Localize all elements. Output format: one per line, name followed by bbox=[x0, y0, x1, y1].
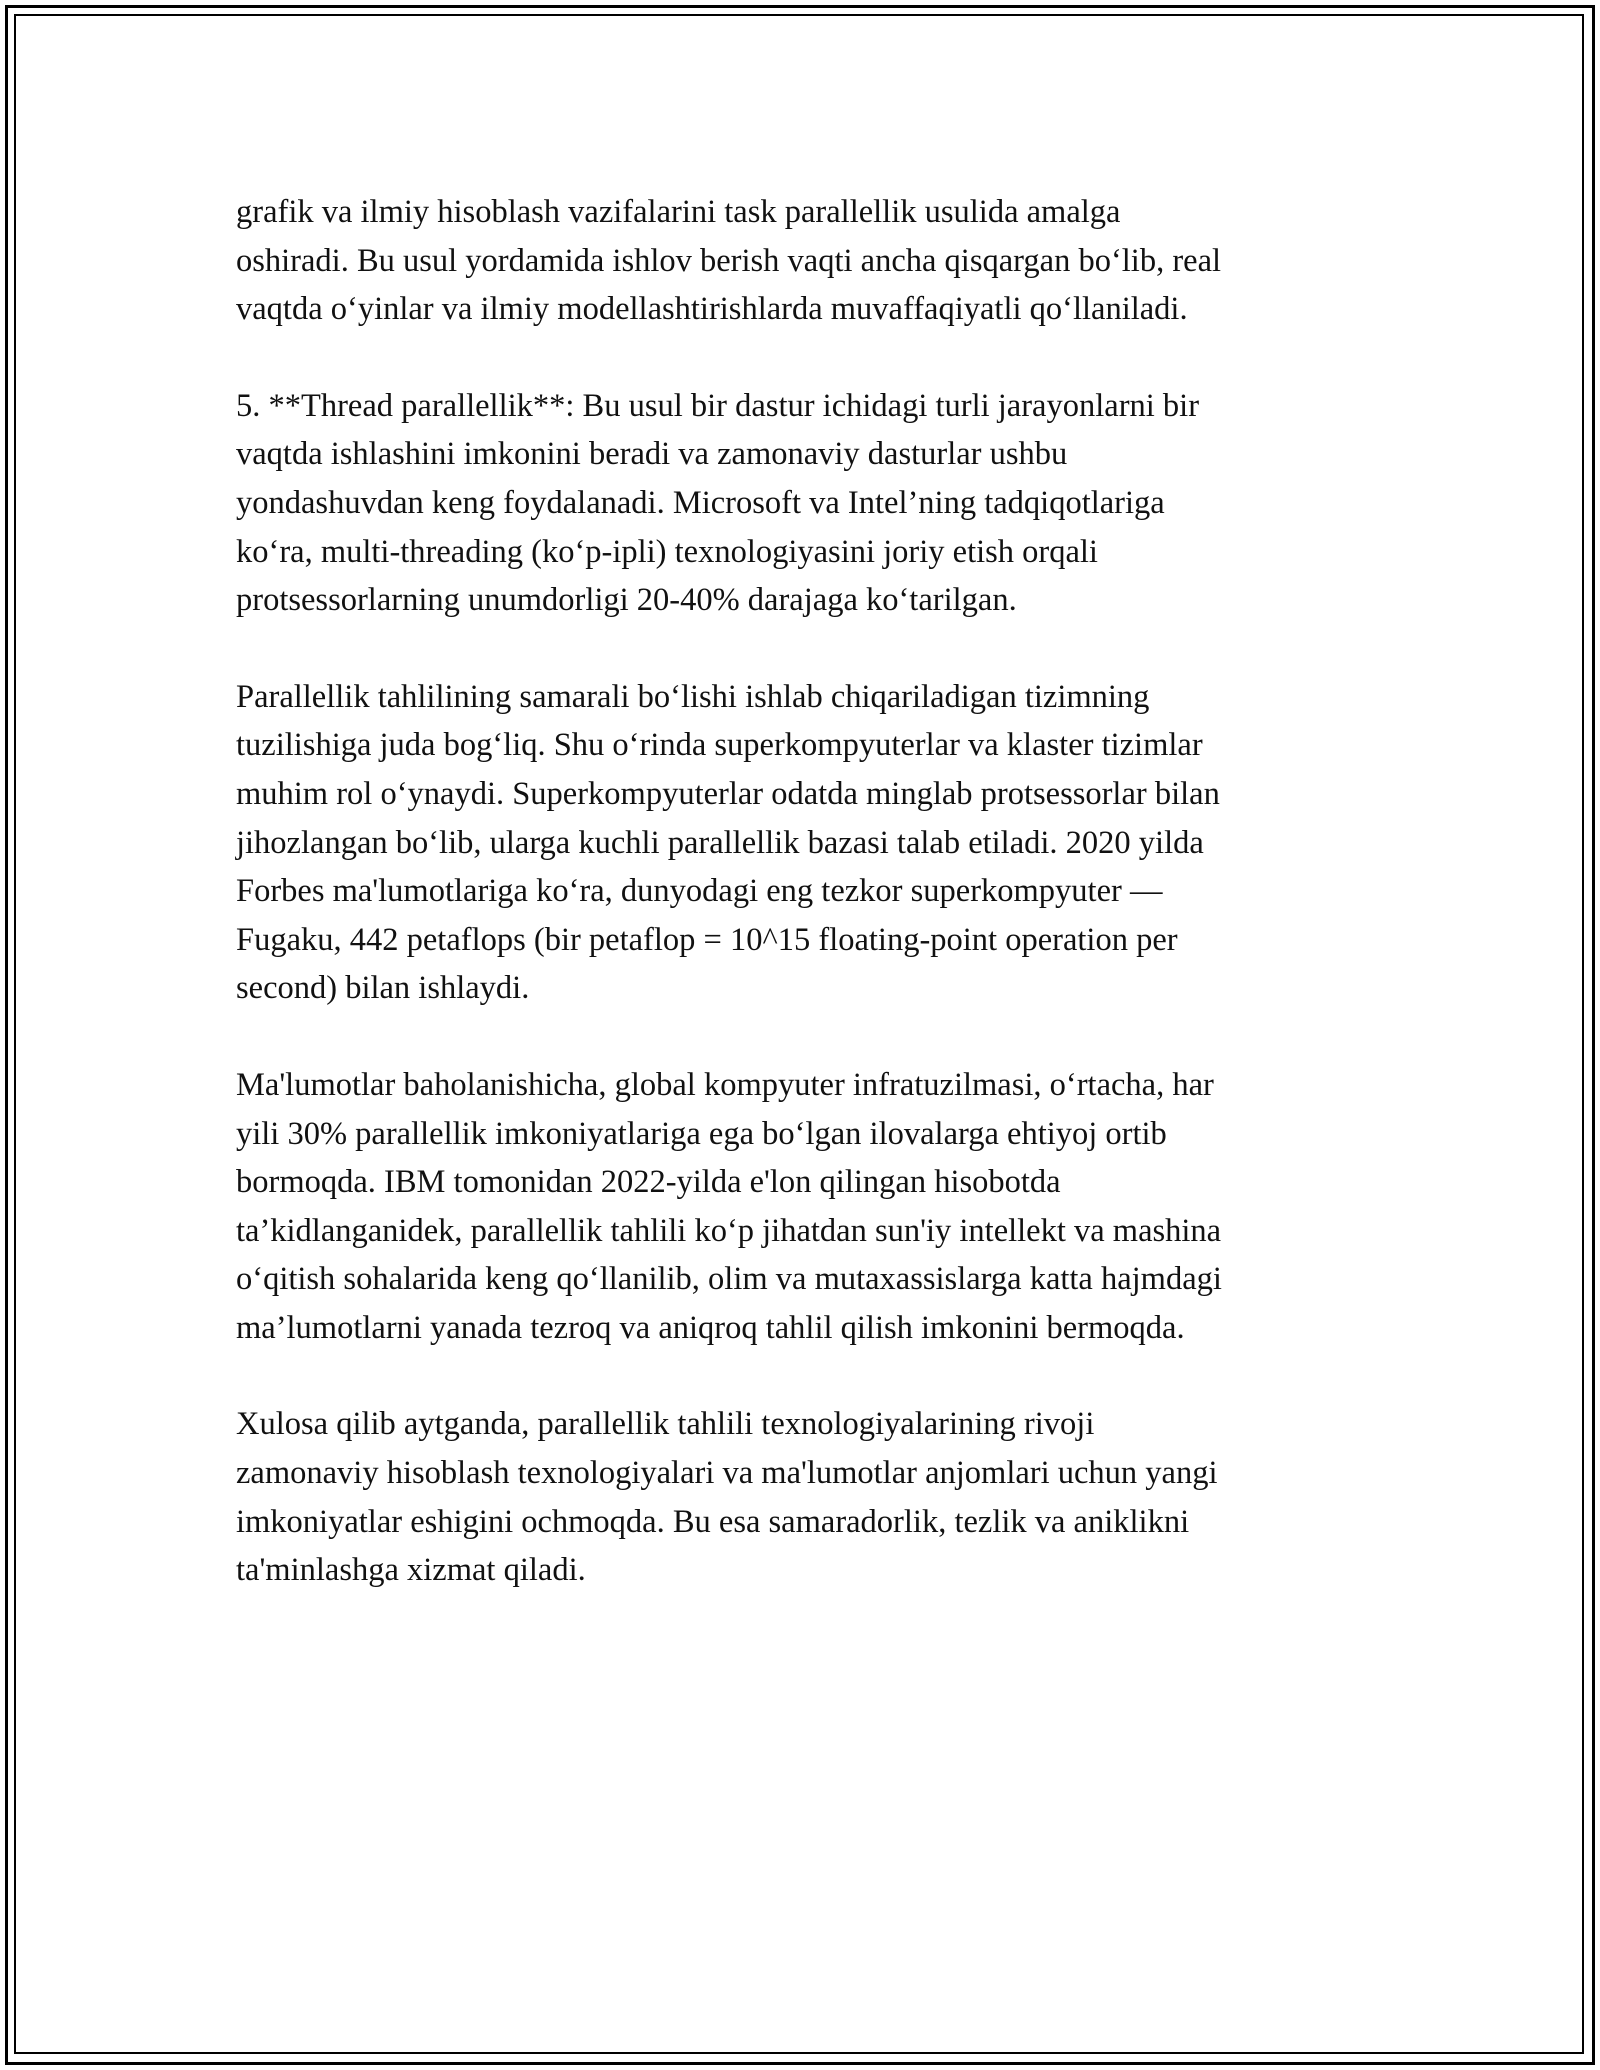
paragraph-supercomputers: Parallellik tahlilining samarali bo‘lishi ishlab chiqariladigan tizimning tuzilishiga juda bog‘liq. Shu o‘rinda superkompyuterlar va klaster tizimlar muhim rol o‘ynaydi. Superkompyuterlar odatda minglab protsessorlar bilan jihozlangan bo‘lib, ularga kuchli parallellik bazasi talab etiladi. 2020 yilda Forbes ma'lumotlariga ko‘ra, dunyodagi eng tezkor superkompyuter — Fugaku, 442 petaflops (bir petaflop = 10^15 floating-point operation per second) bilan ishlaydi. bbox=[236, 678, 1220, 1007]
document-body bbox=[236, 188, 1366, 1643]
paragraph-thread-parallelism: 5. **Thread parallellik**: Bu usul bir dastur ichidagi turli jarayonlarni bir vaqtda ishlashini imkonini beradi va zamonaviy dasturlar ushbu yondashuvdan keng foydalanadi. Microsoft va Intel’ning tadqiqotlariga ko‘ra, multi-threading (ko‘p-ipli) texnologiyasini joriy etish orqali protsessorlarning unumdorligi 20-40% darajaga ko‘tarilgan. bbox=[236, 387, 1200, 619]
paragraph-global-infrastructure: Ma'lumotlar baholanishicha, global kompyuter infratuzilmasi, o‘rtacha, har yili 30% parallellik imkoniyatlariga ega bo‘lgan ilovalarga ehtiyoj ortib bormoqda. IBM tomonidan 2022-yilda e'lon qilingan hisobotda ta’kidlanganidek, parallellik tahlili ko‘p jihatdan sun'iy intellekt va mashina o‘qitish sohalarida keng qo‘llanilib, olim va mutaxassislarga katta hajmdagi ma’lumotlarni yanada tezroq va aniqroq tahlil qilish imkonini bermoqda. bbox=[236, 1066, 1222, 1346]
paragraph-task-parallelism-continued: grafik va ilmiy hisoblash vazifalarini task parallellik usulida amalga oshiradi. Bu usul yordamida ishlov berish vaqti ancha qisqargan bo‘lib, real vaqtda o‘yinlar va ilmiy modellashtirishlarda muvaffaqiyatli qo‘llaniladi. bbox=[236, 194, 1222, 328]
paragraph-conclusion: Xulosa qilib aytganda, parallellik tahlili texnologiyalarining rivoji zamonaviy hisoblash texnologiyalari va ma'lumotlar anjomlari uchun yangi imkoniyatlar eshigini ochmoqda. Bu esa samaradorlik, tezlik va aniklikni ta'minlashga xizmat qiladi. bbox=[236, 1406, 1218, 1589]
